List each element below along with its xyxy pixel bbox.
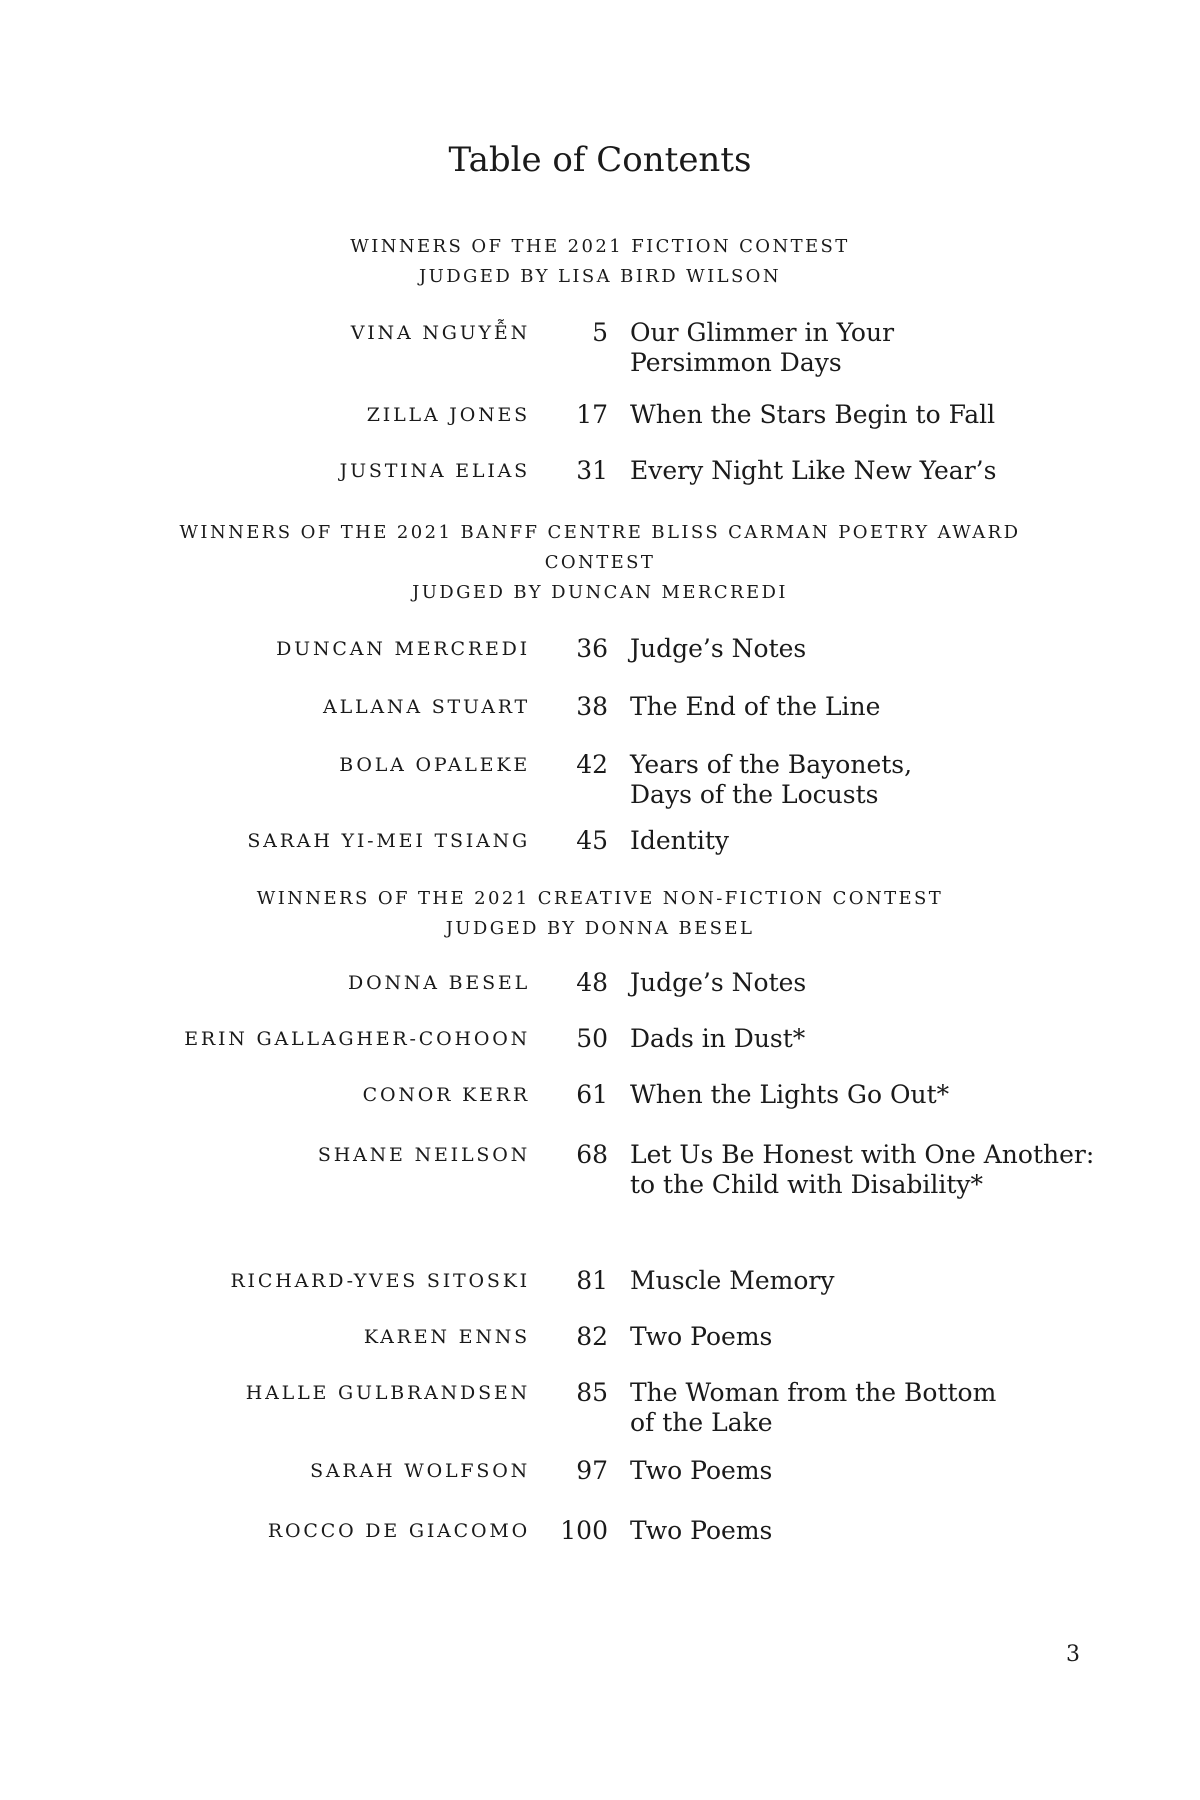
section-heading-line: WINNERS OF THE 2021 BANFF CENTRE BLISS CARMAN POETRY AWARD bbox=[179, 522, 1021, 543]
entry-page: 42 bbox=[576, 750, 608, 779]
entry-title bbox=[630, 1266, 1100, 1296]
entry-title-line: to the Child with Disability* bbox=[630, 1170, 984, 1199]
entry-page: 50 bbox=[576, 1024, 608, 1053]
entry-page: 5 bbox=[592, 318, 608, 347]
entry-author: DUNCAN MERCREDI bbox=[276, 638, 530, 660]
entry-page: 82 bbox=[576, 1322, 608, 1351]
entry-author: CONOR KERR bbox=[362, 1084, 530, 1106]
entry-title bbox=[630, 1516, 1100, 1546]
entry-title-line: When the Stars Begin to Fall bbox=[630, 400, 996, 429]
entry-page: 36 bbox=[576, 634, 608, 663]
section-heading-line: WINNERS OF THE 2021 CREATIVE NON-FICTION CONTEST bbox=[256, 888, 944, 909]
entry-author: SHANE NEILSON bbox=[317, 1144, 530, 1166]
entry-author: JUSTINA ELIAS bbox=[339, 460, 530, 482]
entry-page: 81 bbox=[576, 1266, 608, 1295]
entry-author: SARAH WOLFSON bbox=[310, 1460, 530, 1482]
entry-page: 68 bbox=[576, 1140, 608, 1169]
entry-title bbox=[630, 1080, 1100, 1110]
entry-title bbox=[630, 750, 1100, 810]
entry-page: 97 bbox=[576, 1456, 608, 1485]
entry-title-line: Two Poems bbox=[630, 1516, 773, 1545]
entry-page: 45 bbox=[576, 826, 608, 855]
entry-author: HALLE GULBRANDSEN bbox=[245, 1382, 530, 1404]
section-heading-fiction bbox=[0, 232, 1200, 292]
entry-title-line: Our Glimmer in Your bbox=[630, 318, 895, 347]
entry-title-line: Persimmon Days bbox=[630, 348, 842, 377]
entry-title-line: When the Lights Go Out* bbox=[630, 1080, 950, 1109]
entry-title bbox=[630, 692, 1100, 722]
entry-title bbox=[630, 1140, 1100, 1200]
section-heading-line: JUDGED BY DONNA BESEL bbox=[445, 918, 755, 939]
entry-author: VINA NGUYỄN bbox=[350, 322, 530, 344]
page-title: Table of Contents bbox=[448, 140, 752, 180]
entry-author: DONNA BESEL bbox=[348, 972, 530, 994]
entry-page: 61 bbox=[576, 1080, 608, 1109]
entry-author: BOLA OPALEKE bbox=[339, 754, 530, 776]
entry-title bbox=[630, 400, 1100, 430]
section-heading-line: CONTEST bbox=[544, 552, 656, 573]
entry-author: RICHARD-YVES SITOSKI bbox=[230, 1270, 530, 1292]
entry-title-line: Two Poems bbox=[630, 1322, 773, 1351]
entry-page: 48 bbox=[576, 968, 608, 997]
entry-title-line: Years of the Bayonets, bbox=[630, 750, 913, 779]
entry-page: 100 bbox=[560, 1516, 608, 1545]
entry-title-line: Muscle Memory bbox=[630, 1266, 835, 1295]
entry-author: KAREN ENNS bbox=[363, 1326, 530, 1348]
entry-title-line: Identity bbox=[630, 826, 729, 855]
entry-title bbox=[630, 634, 1100, 664]
entry-title-line: Every Night Like New Year’s bbox=[630, 456, 997, 485]
entry-title bbox=[630, 1456, 1100, 1486]
entry-title-line: of the Lake bbox=[630, 1408, 773, 1437]
entry-title bbox=[630, 968, 1100, 998]
entry-title bbox=[630, 1378, 1100, 1438]
section-heading-line: JUDGED BY DUNCAN MERCREDI bbox=[412, 582, 788, 603]
entry-page: 31 bbox=[576, 456, 608, 485]
entry-title-line: The Woman from the Bottom bbox=[630, 1378, 997, 1407]
entry-title bbox=[630, 1024, 1100, 1054]
section-heading-poetry bbox=[0, 518, 1200, 608]
section-heading-line: WINNERS OF THE 2021 FICTION CONTEST bbox=[350, 236, 850, 257]
entry-title-line: The End of the Line bbox=[630, 692, 881, 721]
entry-author: SARAH YI-MEI TSIANG bbox=[247, 830, 530, 852]
section-heading-line: JUDGED BY LISA BIRD WILSON bbox=[419, 266, 781, 287]
entry-title bbox=[630, 456, 1100, 486]
section-heading-nonfiction bbox=[0, 884, 1200, 944]
page-number: 3 bbox=[1066, 1642, 1080, 1667]
entry-author: ROCCO DE GIACOMO bbox=[267, 1520, 530, 1542]
entry-author: ZILLA JONES bbox=[366, 404, 530, 426]
entry-author: ERIN GALLAGHER-COHOON bbox=[184, 1028, 530, 1050]
entry-title bbox=[630, 318, 1100, 378]
entry-title-line: Days of the Locusts bbox=[630, 780, 879, 809]
entry-title-line: Dads in Dust* bbox=[630, 1024, 806, 1053]
entry-title bbox=[630, 1322, 1100, 1352]
entry-title-line: Judge’s Notes bbox=[630, 634, 807, 663]
entry-page: 17 bbox=[576, 400, 608, 429]
entry-author: ALLANA STUART bbox=[323, 696, 530, 718]
entry-title bbox=[630, 826, 1100, 856]
entry-title-line: Let Us Be Honest with One Another: bbox=[630, 1140, 1095, 1169]
entry-page: 85 bbox=[576, 1378, 608, 1407]
entry-page: 38 bbox=[576, 692, 608, 721]
entry-title-line: Judge’s Notes bbox=[630, 968, 807, 997]
entry-title-line: Two Poems bbox=[630, 1456, 773, 1485]
